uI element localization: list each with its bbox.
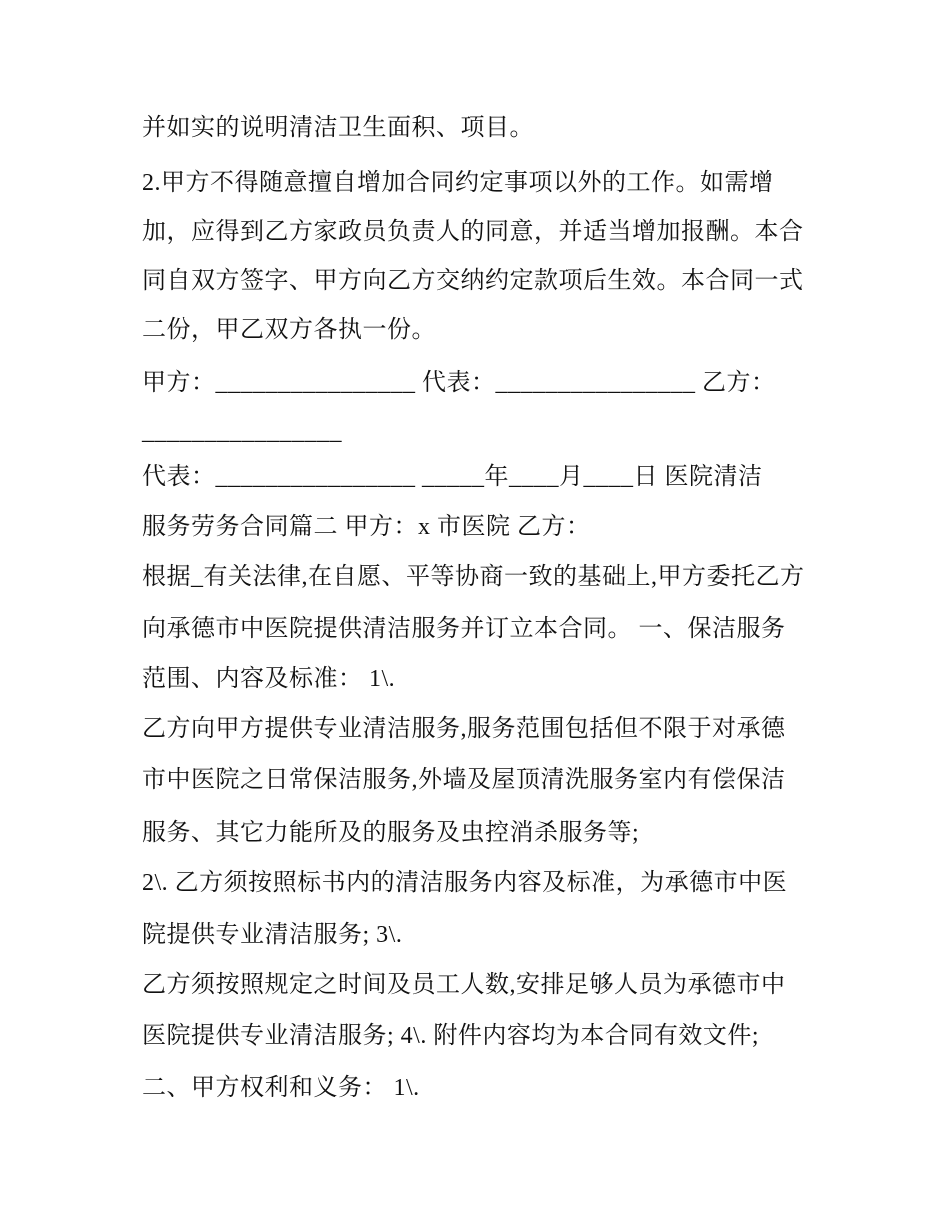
text-line: 服务劳务合同篇二 甲方：x 市医院 乙方：	[142, 514, 591, 540]
section-heading: 二、甲方权利和义务： 1\.	[142, 1075, 420, 1101]
text-line: 市中医院之日常保洁服务,外墙及屋顶清洗服务室内有偿保洁	[142, 767, 786, 793]
text-line: 向承德市中医院提供清洁服务并订立本合同。 一、保洁服务	[142, 616, 786, 642]
text-line: 院提供专业清洁服务; 3\.	[142, 922, 403, 948]
text-line: 加，应得到乙方家政员负责人的同意，并适当增加报酬。本合	[142, 219, 804, 245]
text-line: 二份，甲乙双方各执一份。	[142, 317, 436, 343]
text-line: 2.甲方不得随意擅自增加合同约定事项以外的工作。如需增	[142, 170, 774, 196]
text-line: 医院提供专业清洁服务; 4\. 附件内容均为本合同有效文件;	[142, 1023, 760, 1049]
text-line: 乙方须按照规定之时间及员工人数,安排足够人员为承德市中	[142, 972, 786, 998]
signature-blank: ________________	[142, 419, 342, 445]
text-line: 根据_有关法律,在自愿、平等协商一致的基础上,甲方委托乙方	[142, 564, 805, 590]
text-line: 乙方向甲方提供专业清洁服务,服务范围包括但不限于对承德	[142, 716, 786, 742]
text-line: 服务、其它力能所及的服务及虫控消杀服务等;	[142, 820, 640, 846]
signature-line: 甲方：________________ 代表：________________ 乙方：	[142, 370, 776, 396]
text-line: 同自双方签字、甲方向乙方交纳约定款项后生效。本合同一式	[142, 268, 804, 294]
text-line: 2\. 乙方须按照标书内的清洁服务内容及标准，为承德市中医	[142, 870, 788, 896]
text-line: 范围、内容及标准： 1\.	[142, 666, 396, 692]
text-line: 并如实的说明清洁卫生面积、项目。	[142, 115, 534, 141]
date-line: 代表：________________ _____年____月____日 医院清洁	[142, 464, 763, 490]
